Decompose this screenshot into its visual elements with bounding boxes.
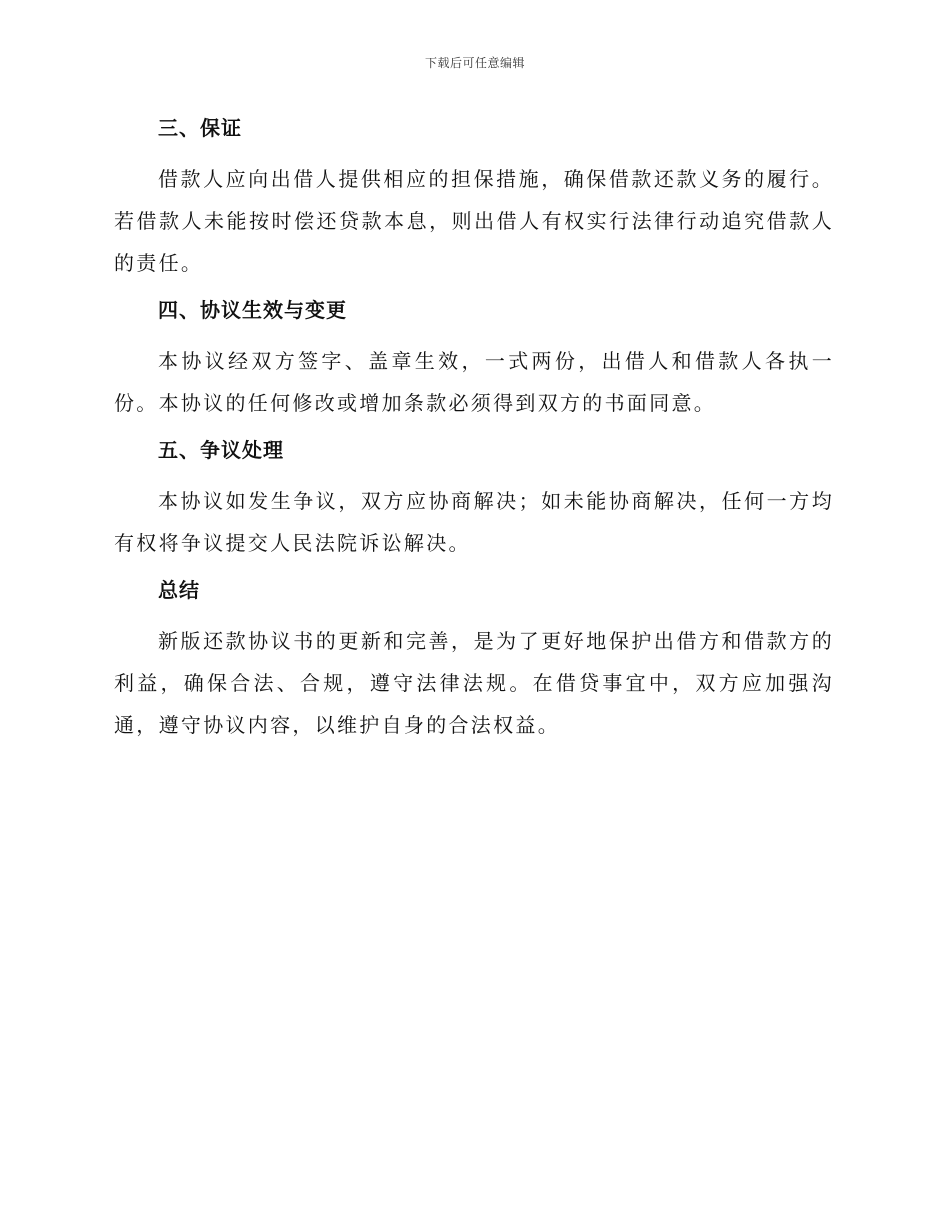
document-body — [114, 110, 834, 746]
section-heading-dispute: 五、争议处理 — [158, 438, 284, 462]
section-heading-summary: 总结 — [158, 578, 200, 602]
section-heading-guarantee: 三、保证 — [158, 116, 242, 140]
section-paragraph-guarantee: 借款人应向出借人提供相应的担保措施，确保借款还款义务的履行。若借款人未能按时偿还贷款本息，则出借人有权实行法律行动追究借款人的责任。 — [114, 167, 834, 275]
section-paragraph-summary: 新版还款协议书的更新和完善，是为了更好地保护出借方和借款方的利益，确保合法、合规，遵守法律法规。在借贷事宜中，双方应加强沟通，遵守协议内容，以维护自身的合法权益。 — [114, 629, 834, 737]
section-paragraph-dispute: 本协议如发生争议，双方应协商解决；如未能协商解决，任何一方均有权将争议提交人民法院诉讼解决。 — [114, 489, 834, 555]
section-heading-effect-and-change: 四、协议生效与变更 — [158, 298, 347, 322]
page-header-note: 下载后可任意编辑 — [424, 56, 525, 70]
section-paragraph-effect-and-change: 本协议经双方签字、盖章生效，一式两份，出借人和借款人各执一份。本协议的任何修改或增加条款必须得到双方的书面同意。 — [114, 349, 834, 415]
